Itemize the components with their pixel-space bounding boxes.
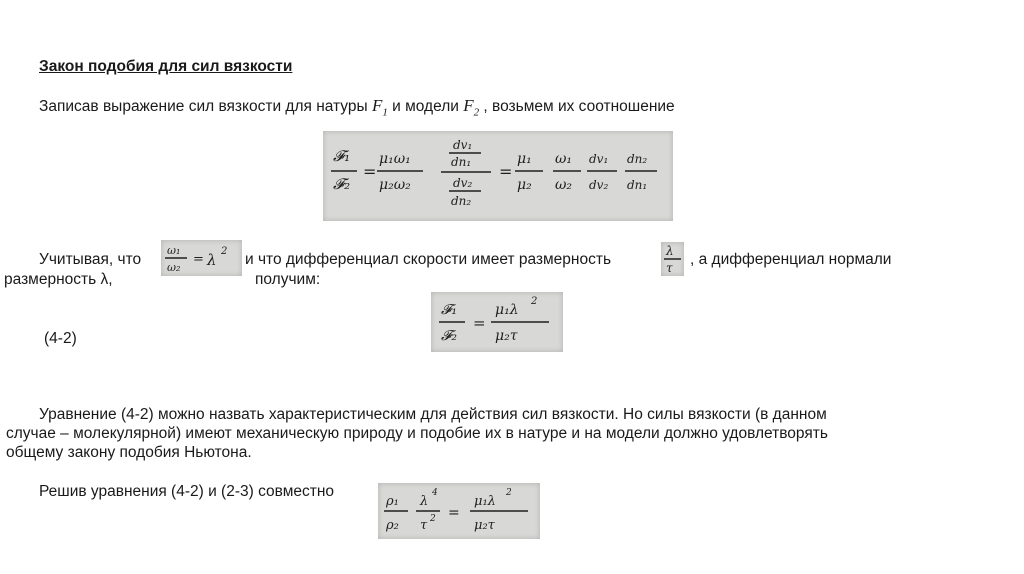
formula-omega-ratio: [161, 240, 242, 276]
svg-text:𝓕₂: 𝓕₂: [441, 328, 457, 344]
svg-text:dv₂: dv₂: [589, 178, 609, 192]
svg-text:τ: τ: [666, 261, 673, 275]
para1-text-c: , возьмем их соотношение: [479, 98, 675, 115]
equation-label-4-2: (4-2): [44, 330, 77, 347]
para2-text-a: Учитывая, что: [39, 251, 142, 268]
svg-text:=: =: [499, 162, 513, 181]
para1-text-a: Записав выражение сил вязкости для натуры: [39, 98, 372, 115]
para2-text-d: размерность λ,: [4, 271, 113, 288]
svg-text:=: =: [448, 505, 460, 521]
svg-text:ρ₂: ρ₂: [386, 518, 399, 533]
svg-text:𝓕₁: 𝓕₁: [441, 302, 457, 318]
svg-text:=: =: [193, 252, 204, 267]
svg-text:λ: λ: [666, 244, 674, 258]
svg-text:μ₁: μ₁: [517, 151, 532, 167]
formula-viscous-force-ratio: [323, 131, 673, 221]
svg-text:dn₂: dn₂: [451, 194, 472, 208]
para2-text-b: и что дифференциал скорости имеет размерность: [245, 251, 612, 268]
svg-text:μ₁λ: μ₁λ: [474, 494, 496, 509]
paragraph-ratio-intro: [39, 96, 675, 122]
svg-text:2: 2: [430, 514, 436, 524]
svg-text:λ: λ: [420, 494, 429, 509]
svg-text:μ₂: μ₂: [517, 177, 532, 193]
svg-text:dv₁: dv₁: [589, 152, 609, 166]
svg-text:ω₂: ω₂: [555, 177, 573, 193]
svg-text:2: 2: [221, 246, 228, 257]
svg-text:4: 4: [432, 488, 438, 498]
symbol-f2: $F_2$: [463, 96, 480, 119]
para3-line2: случае – молекулярной) имеют механическую природу и подобие их в натуре и на модели должно удовлетворять: [6, 425, 828, 442]
svg-text:ω₁: ω₁: [167, 244, 181, 257]
svg-text:=: =: [473, 314, 486, 332]
para3-line1: Уравнение (4-2) можно назвать характеристическим для действия сил вязкости. Но силы вязкости (в данном: [39, 406, 827, 423]
svg-text:=: =: [363, 162, 377, 181]
svg-text:ρ₁: ρ₁: [386, 494, 399, 509]
svg-text:dv₂: dv₂: [453, 176, 473, 190]
svg-text:ω₁: ω₁: [555, 151, 573, 167]
svg-text:dn₁: dn₁: [451, 155, 472, 169]
svg-text:ω₂: ω₂: [167, 261, 181, 274]
svg-text:dn₂: dn₂: [627, 152, 648, 166]
para2-text-e: получим:: [255, 271, 321, 288]
svg-text:μ₁ω₁: μ₁ω₁: [379, 151, 411, 167]
svg-text:μ₂ω₂: μ₂ω₂: [379, 177, 411, 193]
para3-line3: общему закону подобия Ньютона.: [6, 444, 252, 461]
svg-text:𝓕₂: 𝓕₂: [333, 175, 351, 193]
para1-text-b: и модели: [387, 98, 464, 115]
svg-text:μ₁λ: μ₁λ: [495, 302, 519, 318]
para2-text-c: , а дифференциал нормали: [690, 251, 892, 268]
para4-text: Решив уравнения (4-2) и (2-3) совместно: [39, 483, 334, 500]
section-title: Закон подобия для сил вязкости: [39, 58, 293, 75]
svg-text:μ₂τ: μ₂τ: [474, 518, 495, 533]
formula-4-2: [431, 292, 563, 352]
svg-text:dv₁: dv₁: [453, 138, 473, 152]
symbol-f1: $F_1$: [371, 96, 388, 119]
formula-combined: [378, 483, 540, 539]
svg-text:dn₁: dn₁: [627, 178, 648, 192]
svg-text:2: 2: [506, 488, 512, 498]
svg-text:𝓕₁: 𝓕₁: [333, 147, 351, 165]
svg-text:τ: τ: [420, 518, 428, 533]
formula-lambda-over-tau: [661, 242, 684, 276]
svg-text:μ₂τ: μ₂τ: [495, 328, 518, 344]
svg-text:2: 2: [531, 296, 538, 307]
svg-text:λ: λ: [207, 251, 217, 269]
